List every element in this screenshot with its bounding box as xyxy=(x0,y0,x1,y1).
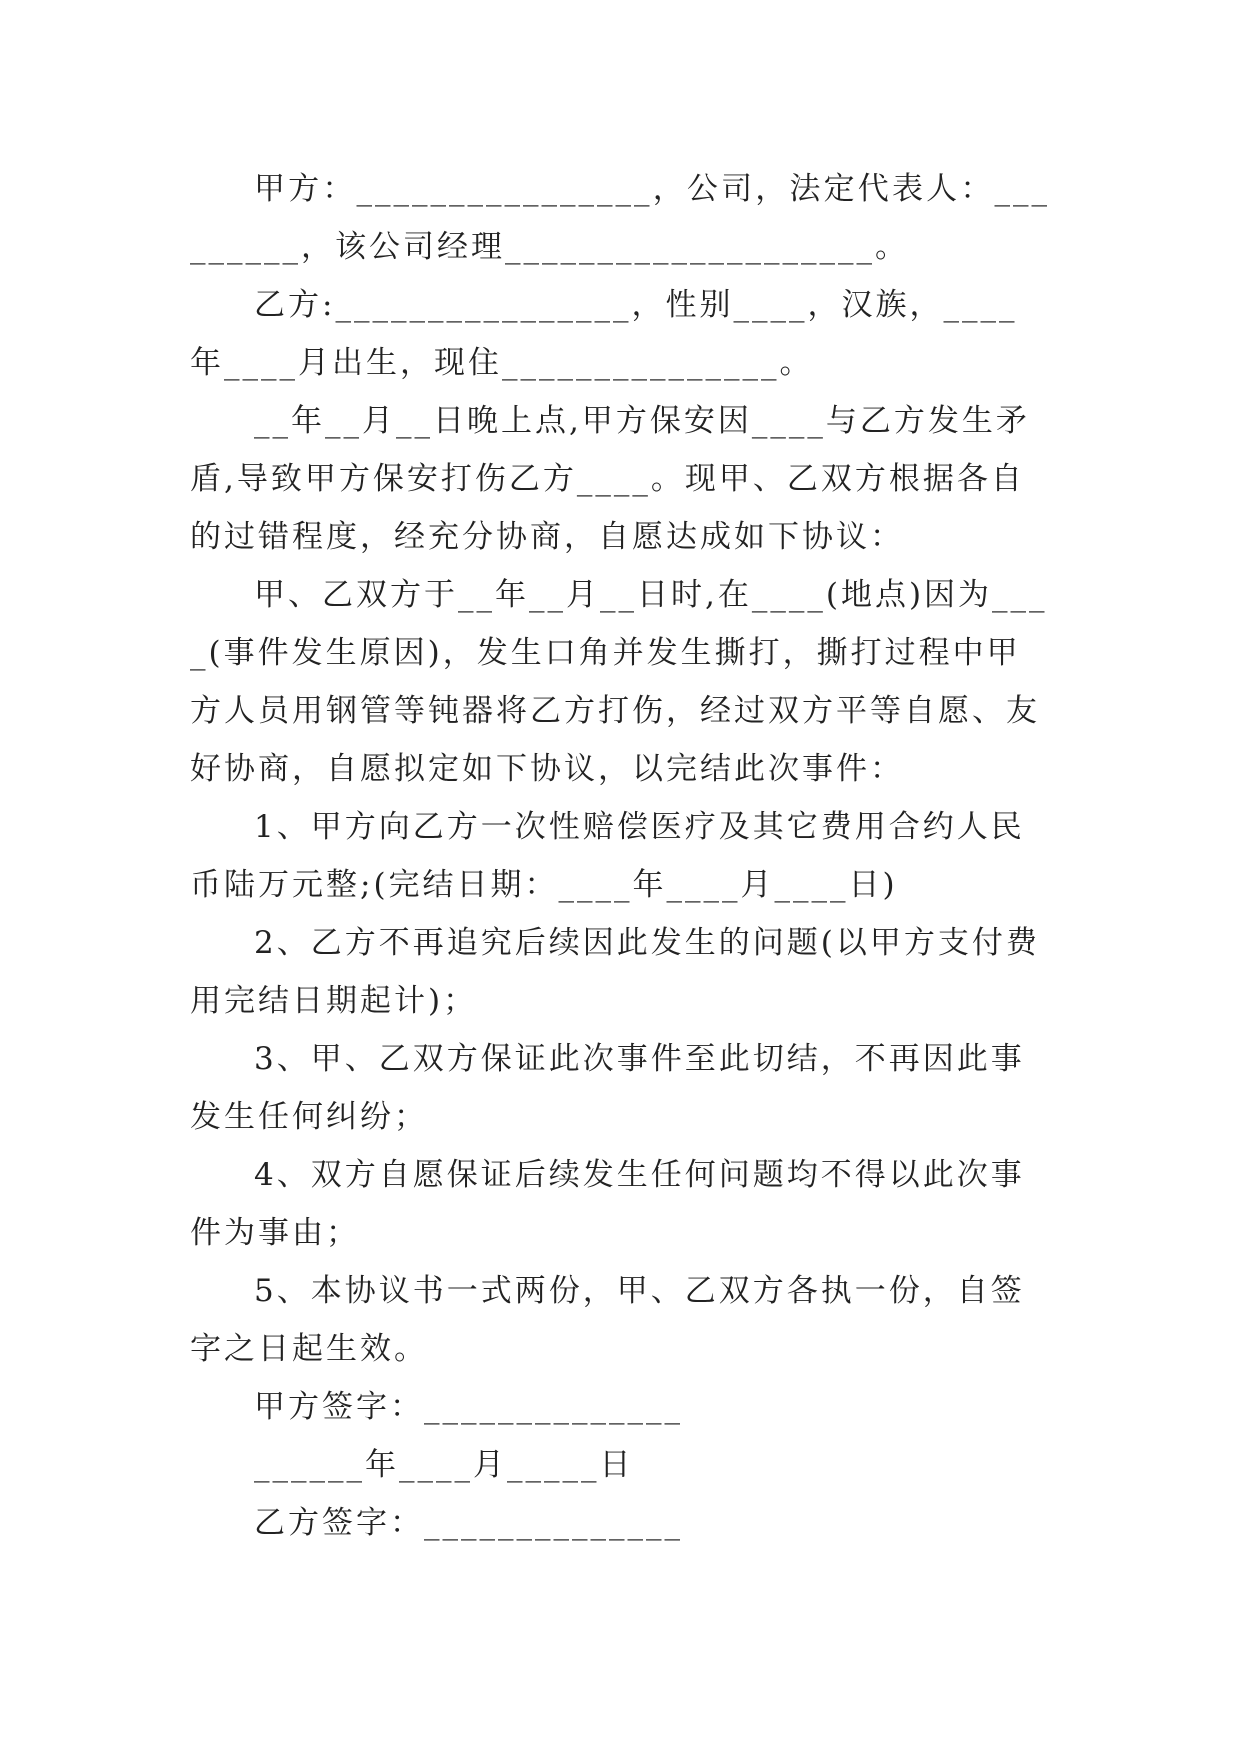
agreement-document xyxy=(190,160,1050,1552)
clause-3: 3、甲、乙双方保证此次事件至此切结，不再因此事发生任何纠纷； xyxy=(190,1041,1025,1135)
clause-2: 2、乙方不再追究后续因此发生的问题(以甲方支付费用完结日期起计)； xyxy=(190,925,1040,1019)
party-b-clause: 乙方:________________，性别____，汉族，____年____月出生，现住_______________。 xyxy=(190,287,1018,381)
clause-5: 5、本协议书一式两份，甲、乙双方各执一份，自签字之日起生效。 xyxy=(190,1273,1025,1367)
party-a-signature-line: 甲方签字：______________ xyxy=(254,1389,683,1425)
incident-details: 甲、乙双方于__年__月__日时,在____(地点)因为____(事件发生原因)，发生口角并发生撕打，撕打过程中甲方人员用钢管等钝器将乙方打伤，经过双方平等自愿、友好协商，自愿拟定如下协议，以完结此次事件： xyxy=(190,577,1048,787)
clause-4: 4、双方自愿保证后续发生任何问题均不得以此次事件为事由； xyxy=(190,1157,1025,1251)
signature-date-line: ______年____月_____日 xyxy=(254,1447,634,1483)
clause-1: 1、甲方向乙方一次性赔偿医疗及其它费用合约人民币陆万元整;(完结日期：____年____月____日) xyxy=(190,809,1025,903)
party-a-clause: 甲方：________________，公司，法定代表人：_________，该公司经理____________________。 xyxy=(190,171,1050,265)
party-b-signature-line: 乙方签字：______________ xyxy=(254,1505,683,1541)
incident-summary: __年__月__日晚上点,甲方保安因____与乙方发生矛盾,导致甲方保安打伤乙方____。现甲、乙双方根据各自的过错程度，经充分协商，自愿达成如下协议： xyxy=(190,403,1030,555)
